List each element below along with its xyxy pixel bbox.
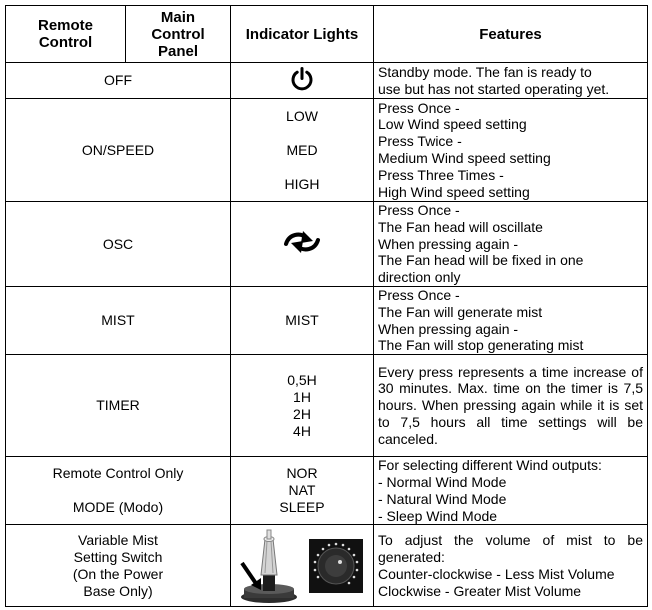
indicator-osc — [231, 202, 374, 287]
features-mist: Press Once - The Fan will generate mist When pressing again - The Fan will stop generating mist — [374, 287, 648, 355]
features-speed: Press Once - Low Wind speed setting Press Twice - Medium Wind speed setting Press Three Times - High Wind speed setting — [374, 99, 648, 202]
time-option: 2H — [293, 405, 311, 422]
level-low: LOW — [286, 108, 318, 124]
level-med: MED — [286, 142, 318, 158]
label-mode-bottom: MODE (Modo) — [72, 499, 164, 516]
mist-dial-photo — [309, 539, 363, 593]
header-remote-control: Remote Control — [6, 6, 126, 63]
features-table — [5, 5, 648, 607]
row-mode — [6, 457, 648, 525]
mode-option: NAT — [288, 482, 316, 499]
oscillate-arrows-icon — [280, 227, 324, 257]
label-mist: MIST — [6, 287, 231, 355]
label-timer: TIMER — [6, 355, 231, 457]
indicator-variable-mist — [231, 525, 374, 607]
level-high: HIGH — [284, 176, 320, 192]
features-variable-mist: To adjust the volume of mist to be generated: Counter-clockwise - Less Mist Volume Clockwise - Greater Mist Volume — [374, 525, 648, 607]
power-icon — [290, 66, 314, 92]
features-osc: Press Once - The Fan head will oscillate When pressing again - The Fan head will be fixed in one direction only — [374, 202, 648, 287]
label-variable-mist: Variable Mist Setting Switch (On the Power Base Only) — [6, 525, 231, 607]
row-mist — [6, 287, 648, 355]
mode-option: SLEEP — [279, 499, 325, 516]
label-speed: ON/SPEED — [6, 99, 231, 202]
label-off: OFF — [6, 63, 231, 99]
features-off: Standby mode. The fan is ready to use but has not started operating yet. — [374, 63, 648, 99]
features-timer: Every press represents a time increase of 30 minutes. Max. time on the timer is 7,5 hours. When pressing again while it is set to 7,5 hours all time settings will be canceled. — [374, 355, 648, 457]
mode-option: NOR — [286, 465, 318, 482]
features-mode: For selecting different Wind outputs: - Normal Wind Mode - Natural Wind Mode - Sleep Wind Mode — [374, 457, 648, 525]
label-mode-top: Remote Control Only — [52, 465, 184, 482]
row-speed — [6, 99, 648, 202]
time-option: 0,5H — [287, 371, 317, 388]
row-variable-mist — [6, 525, 648, 607]
row-osc — [6, 202, 648, 287]
row-timer — [6, 355, 648, 457]
row-off — [6, 63, 648, 99]
header-main-control-panel: Main Control Panel — [126, 6, 231, 63]
header-row — [6, 6, 648, 63]
indicator-mist: MIST — [231, 287, 374, 355]
header-features: Features — [374, 6, 648, 63]
label-osc: OSC — [6, 202, 231, 287]
time-option: 1H — [293, 388, 311, 405]
label-mode — [6, 457, 231, 525]
time-option: 4H — [293, 422, 311, 439]
indicator-off — [231, 63, 374, 99]
indicator-timer — [231, 355, 374, 457]
indicator-mode — [231, 457, 374, 525]
header-indicator-lights: Indicator Lights — [231, 6, 374, 63]
mist-base-photo — [239, 527, 299, 605]
indicator-speed — [231, 99, 374, 202]
